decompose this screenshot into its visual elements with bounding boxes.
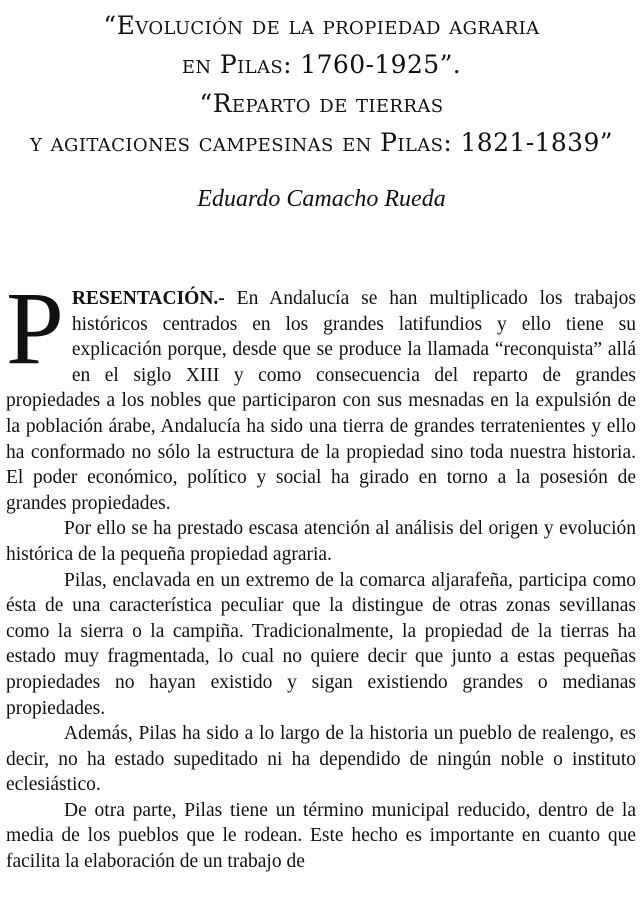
article-body <box>6 271 636 875</box>
author-name: Eduardo Camacho Rueda <box>197 186 446 212</box>
paragraph-1 <box>6 271 636 516</box>
paragraph-5: De otra parte, Pilas tiene un término municipal reducido, dentro de la media de los pueblos que le rodean. Este hecho es importante en cuanto que facilita la elaboración de un trabajo de <box>6 799 636 873</box>
section-lead: RESENTACIÓN.- <box>71 288 225 309</box>
title-line-4: y agitaciones campesinas en Pilas: 1821-1839” <box>30 128 613 157</box>
article-title <box>0 6 643 162</box>
paragraph-3: Pilas, enclavada en un extremo de la comarca aljarafeña, participa como ésta de una característica peculiar que la distingue de otras zonas sevillanas como la sierra o la campiña. Tradicionalmente, la propiedad de la tierras ha estado muy fragmentada, lo cual no quiere decir que junto a estas pequeñas propiedades no hayan existido y sigan existiendo grandes o medianas propiedades. <box>6 569 636 719</box>
paragraph-1-text: En Andalucía se han multiplicado los trabajos históricos centrados en los grandes latifundios y ello tiene su explicación porque, desde que se produce la llamada “reconquista” allá en el siglo XIII y como consecuencia del reparto de grandes propiedades a los nobles que participaron con sus mesnadas en la expulsión de la población árabe, Andalucía ha sido una tierra de grandes terratenientes y ello ha conformado no sólo la estructura de la propiedad sino toda nuestra historia. El poder económico, político y social ha girado en torno a la posesión de grandes propiedades. <box>6 288 636 514</box>
paragraph-4: Además, Pilas ha sido a lo largo de la historia un pueblo de realengo, es decir, no ha estado supeditado ni ha dependido de ningún noble o instituto eclesiástico. <box>6 723 636 796</box>
title-line-1: “Evolución de la propiedad agraria <box>103 11 540 40</box>
title-line-2: en Pilas: 1760-1925”. <box>181 50 462 79</box>
drop-cap: P <box>6 271 64 386</box>
title-line-3: “Reparto de tierras <box>199 89 444 118</box>
paragraph-2: Por ello se ha prestado escasa atención al análisis del origen y evolución histórica de la pequeña propiedad agraria. <box>6 518 636 565</box>
